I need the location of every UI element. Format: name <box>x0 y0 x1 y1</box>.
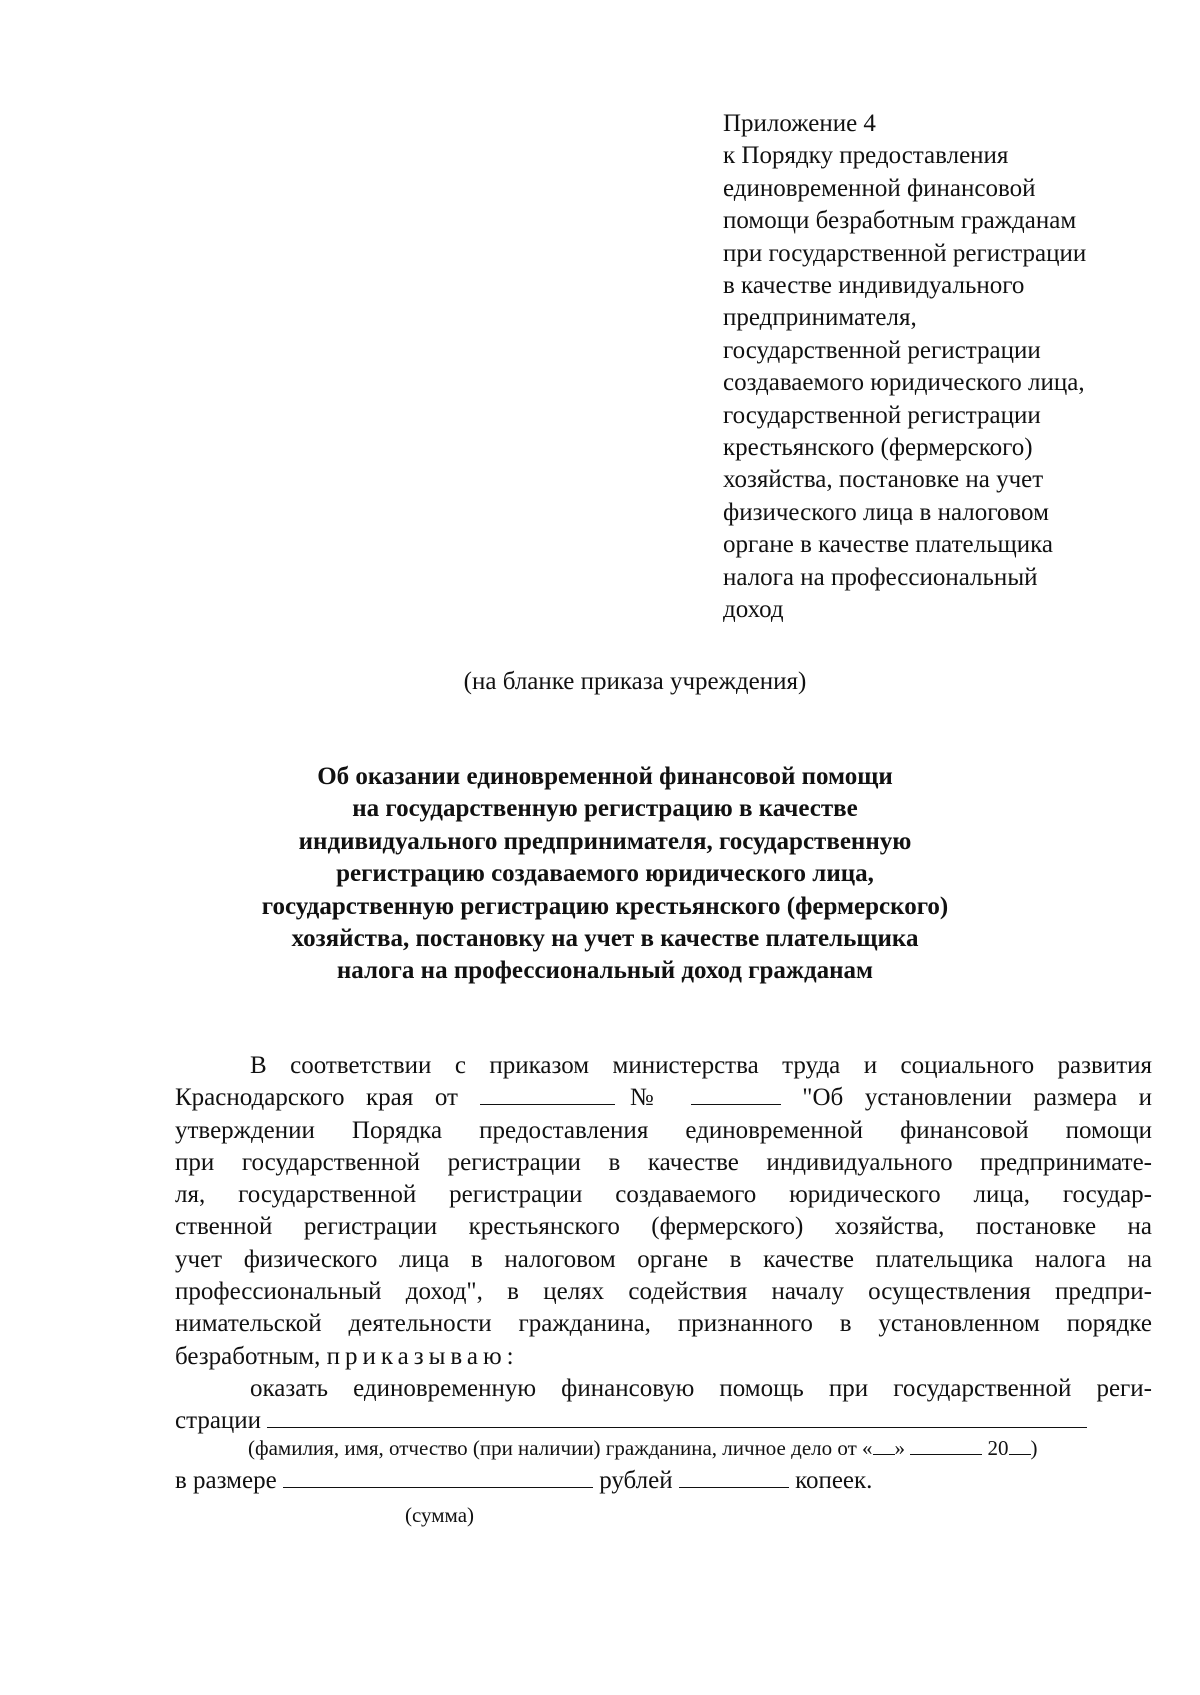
appendix-line: органе в качестве плательщика <box>723 531 1054 559</box>
body-line: ля, государственной регистрации создаваемого юридического лица, государ- <box>175 1181 1152 1209</box>
appendix-line: физического лица в налоговом <box>723 498 1049 526</box>
body-line: ственной регистрации крестьянского (фермерского) хозяйства, постановке на <box>175 1213 1152 1241</box>
appendix-line: единовременной финансовой <box>723 174 1036 202</box>
amount-row <box>175 1465 872 1497</box>
body-text-fragment: безработным, <box>175 1342 321 1370</box>
appendix-line: налога на профессиональный <box>723 563 1038 591</box>
body-line: В соответствии с приказом министерства труда и социального развития <box>250 1052 1152 1079</box>
fio-caption-text: » <box>894 1436 906 1460</box>
appendix-line: предпринимателя, <box>723 304 917 332</box>
title-line: регистрацию создаваемого юридического лица, <box>336 860 874 888</box>
fio-caption-text: (фамилия, имя, отчество (при наличии) гражданина, личное дело от « <box>248 1436 873 1460</box>
title-line: налога на профессиональный доход гражданам <box>336 957 874 985</box>
body-line-order-reference <box>175 1082 1152 1114</box>
body-line: учет физического лица в налоговом органе в качестве плательщика налога на <box>175 1245 1152 1273</box>
body-text-fragment: "Об установлении размера и <box>802 1084 1153 1112</box>
citizen-name-field[interactable] <box>267 1409 1087 1428</box>
appendix-line: доход <box>723 596 784 624</box>
title-line: Об оказании единовременной финансовой помощи <box>317 763 893 790</box>
amount-rubles-field[interactable] <box>283 1467 593 1488</box>
case-year-field[interactable] <box>1009 1438 1031 1455</box>
order-number-field[interactable] <box>691 1086 781 1105</box>
title-line: государственную регистрацию крестьянского (фермерского) <box>261 892 949 920</box>
appendix-line: крестьянского (фермерского) <box>723 434 1033 462</box>
order-keyword: приказываю: <box>326 1342 519 1370</box>
appendix-line: при государственной регистрации <box>723 239 1087 267</box>
appendix-line: создаваемого юридического лица, <box>723 369 1085 397</box>
appendix-header <box>723 108 1153 627</box>
case-day-field[interactable] <box>873 1438 895 1455</box>
body-text-fragment: Краснодарского края от <box>175 1084 458 1112</box>
body-text-fragment: страции <box>175 1407 262 1435</box>
kopecks-label: копеек. <box>795 1467 873 1494</box>
appendix-line: к Порядку предоставления <box>723 142 1009 170</box>
amount-kopecks-field[interactable] <box>679 1467 789 1488</box>
appendix-line: государственной регистрации <box>723 401 1041 429</box>
number-sign: № <box>614 1084 670 1112</box>
order-body <box>175 1050 1152 1438</box>
appendix-line: Приложение 4 <box>723 110 876 137</box>
body-line-registration <box>175 1405 1152 1437</box>
fio-caption <box>248 1435 1038 1461</box>
order-date-field[interactable] <box>480 1086 615 1105</box>
body-line: оказать единовременную финансовую помощь при государственной реги- <box>250 1374 1152 1402</box>
title-line: индивидуального предпринимателя, государственную <box>298 827 912 855</box>
case-month-field[interactable] <box>910 1438 982 1455</box>
title-line: на государственную регистрацию в качестве <box>352 795 858 823</box>
appendix-line: государственной регистрации <box>723 336 1041 364</box>
body-line: при государственной регистрации в качестве индивидуального предпринимате- <box>175 1148 1152 1176</box>
body-line: утверждении Порядка предоставления единовременной финансовой помощи <box>175 1116 1152 1144</box>
letterhead-note: (на бланке приказа учреждения) <box>463 668 807 695</box>
document-title <box>0 761 1200 988</box>
fio-caption-text: ) <box>1030 1436 1038 1460</box>
body-line: профессиональный доход", в целях содействия началу осуществления предпри- <box>175 1278 1152 1306</box>
appendix-line: хозяйства, постановке на учет <box>723 466 1044 494</box>
title-line: хозяйства, постановку на учет в качестве плательщика <box>291 925 919 953</box>
body-line: нимательской деятельности гражданина, признанного в установленном порядке <box>175 1310 1152 1338</box>
amount-label: в размере <box>175 1467 277 1494</box>
appendix-line: в качестве индивидуального <box>723 272 1025 300</box>
amount-caption: (сумма) <box>405 1503 475 1527</box>
fio-caption-text: 20 <box>987 1436 1009 1460</box>
rubles-label: рублей <box>599 1467 673 1494</box>
body-line-order-clause <box>175 1341 1152 1373</box>
appendix-line: помощи безработным гражданам <box>723 207 1077 235</box>
